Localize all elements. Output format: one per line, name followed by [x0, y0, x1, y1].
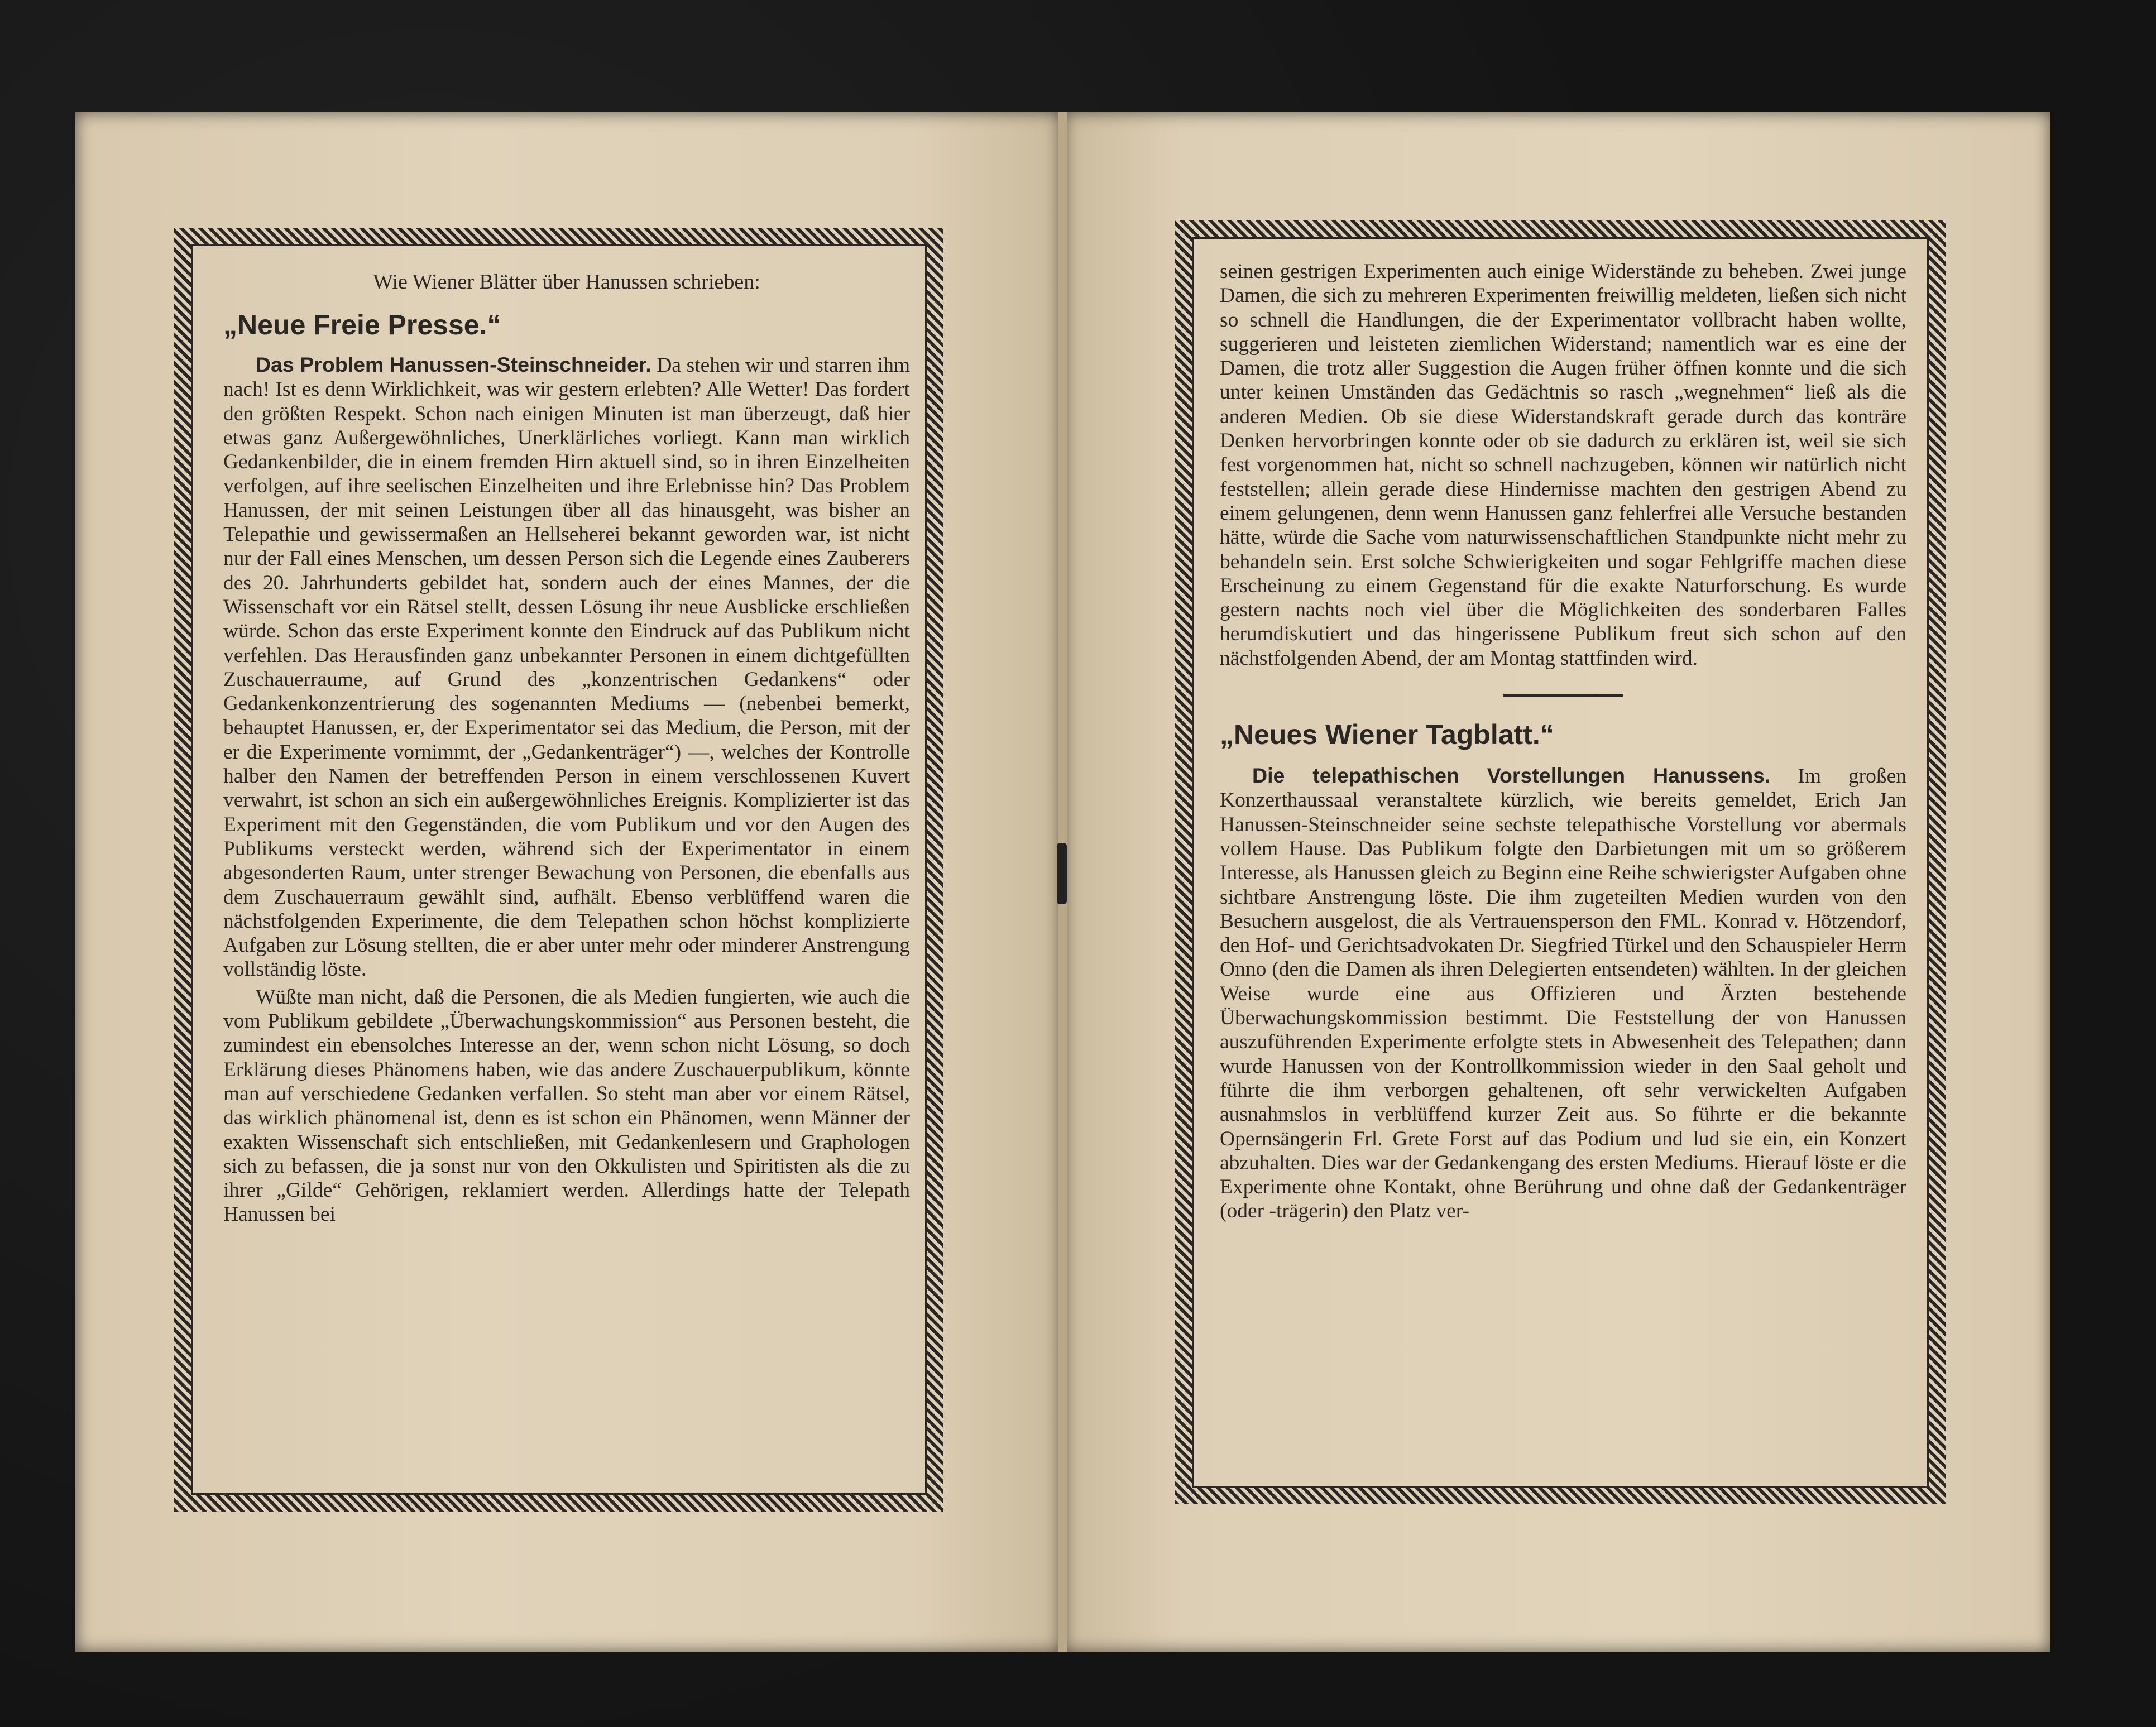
article-body: Da stehen wir und starren ihm nach! Ist es denn Wirklichkeit, was wir gestern erlebten? Alle Wetter! Das fordert den größten Respekt. Schon nach einigen Minuten ist man überzeugt, daß hier etwas ganz Außergewöhnliches, Unerklärliches vorliegt. Kann man wirklich Gedankenbilder, die in einem fremden Hirn aktuell sind, so in ihren Einzelheiten verfolgen, auf ihre seelischen Einzelheiten und ihre Erlebnisse hin? Das Problem Hanussen, der mit seinen Leistungen über all das hinausgeht, was bisher an Telepathie und gewissermaßen an Hellseherei bekannt geworden war, ist nicht nur der Fall eines Menschen, um dessen Person sich die Legende eines Zauberers des 20. Jahrhunderts gebildet hat, sondern auch der eines Mannes, der die Wissenschaft vor ein Rätsel stellt, dessen Lösung ihr neue Ausblicke erschließen würde. Schon das erste Experiment konnte den Eindruck auf das Publikum nicht verfehlen. Das Herausfinden ganz unbekannter Personen in einem dichtgefüllten Zuschauerraume, auf Grund des „konzentrischen Gedankens“ oder Gedankenkonzentrierung des sogenannten Mediums — (nebenbei bemerkt, behauptet Hanussen, er, der Experimentator sei das Medium, die Person, mit der er die Experimente vornimmt, der „Gedankenträger“) —, welches der Kontrolle halber den Namen der betreffenden Person in einem verschlossenen Kuvert verwahrt, ist schon an sich ein außergewöhnliches Ereignis. Komplizierter ist das Experiment mit den Gegenständen, die vom Publikum und vor den Augen des Publikums versteckt werden, während sich der Experimentator in einem abgesonderten Raum, unter strenger Bewachung von Personen, die ebenfalls aus dem Zuschauerraum gewählt sind, aufhält. Ebenso verblüffend waren die nächstfolgenden Experimente, die dem Telepathen schon höchst komplizierte Aufgaben zur Lösung stellten, die er aber unter mehr oder minderer Anstrengung vollständig löste. — [223, 354, 910, 981]
left-text-column — [223, 268, 910, 1227]
article-title: Das Problem Hanussen-Steinschneider. — [256, 353, 651, 376]
article-title: Die telepathischen Vorstellungen Hanussens. — [1252, 764, 1771, 788]
article-paragraph-2: Wüßte man nicht, daß die Personen, die als Medien fungierten, wie auch die vom Publikum gebildete „Überwachungskommission“ aus Personen besteht, die zumindest ein ebensolches Interesse an der, wenn schon nicht Lösung, so doch Erklärung dieses Phänomens haben, wie das andere Zuschauerpublikum, könnte man auf verschiedene Gedanken verfallen. So steht man aber vor einem Rätsel, das wirklich phänomenal ist, denn es ist schon ein Phänomen, wenn Männer der exakten Wissenschaft sich entschließen, mit Gedankenlesern und Graphologen sich zu befassen, die ja sonst nur von den Okkulisten und Spiritisten als die zu ihrer „Gilde“ Gehörigen, reklamiert werden. Allerdings hatte der Telepath Hanussen bei — [223, 985, 910, 1226]
article-body: Im großen Konzerthaussaal veranstaltete kürzlich, wie bereits gemeldet, Erich Jan Hanussen-Steinschneider seine sechste telepathische Vorstellung vor abermals vollem Hause. Das Publikum folgte den Darbietungen mit um so größerem Interesse, als Hanussen gleich zu Beginn eine Reihe schwierigster Aufgaben ohne sichtbare Anstrengung löste. Die ihm zugeteilten Medien wurden von den Besuchern ausgelost, die als Vertrauensperson den FML. Konrad v. Hötzendorf, den Hof- und Gerichtsadvokaten Dr. Siegfried Türkel und den Schauspieler Herrn Onno (den die Damen als ihren Delegierten entsendeten) wählten. In der gleichen Weise wurde eine aus Offizieren und Ärzten bestehende Überwachungskommission bestimmt. Die Feststellung der von Hanussen auszuführenden Experimente erfolgte stets in Abwesenheit des Telepathen; dann wurde Hanussen von der Kontrollkommission wieder in den Saal geholt und führte die ihm verborgen gehaltenen, oft sehr verwickelten Aufgaben ausnahmslos in verblüffend kurzer Zeit aus. So führte er die bekannte Opernsängerin Frl. Grete Forst auf das Podium und lud sie ein, ein Konzert abzuhalten. Dies war der Gedankengang des ersten Mediums. Hierauf löste er die Experimente ohne Kontakt, ohne Berührung und ohne daß der Gedankenträger (oder -trägerin) den Platz ver- — [1220, 765, 1907, 1223]
article-paragraph — [1220, 764, 1906, 1224]
right-text-column — [1220, 260, 1906, 1224]
article-continuation: seinen gestrigen Experimenten auch einige Widerstände zu beheben. Zwei junge Damen, die sich zu mehreren Experimenten freiwillig meldeten, ließen sich nicht so schnell die Handlungen, die der Experimentator vollbracht haben wollte, suggerieren und leisteten ziemlichen Widerstand; namentlich war es eine der Damen, die trotz aller Suggestion die Augen früher öffnen konnte und die sich unter keinen Umständen das Gedächtnis so rasch „wegnehmen“ ließ als die anderen Medien. Ob sie diese Widerstandskraft gerade durch das konträre Denken hervorbringen konnte oder ob sie dadurch zu erklären ist, weil sie sich fest vorgenommen hat, nicht so schnell nachzugeben, können wir natürlich nicht feststellen; allein gerade diese Hindernisse machten den gestrigen Abend zu einem gelungenen, denn wenn Hanussen ganz fehlerfrei alle Versuche bestanden hätte, würde die Sache vom naturwissenschaftlichen Standpunkte nicht mehr zu behandeln sein. Erst solche Schwierigkeiten und sogar Fehlgriffe machen diese Erscheinung zu einem Gegenstand für die exakte Naturforschung. Es wurde gestern nachts noch viel über die Möglichkeiten des sonderbaren Falles herumdiskutiert und das hingerissene Publikum freut sich schon auf den nächstfolgenden Abend, der am Montag stattfinden wird. — [1220, 260, 1906, 670]
newspaper-name-neues-wiener-tagblatt: „Neues Wiener Tagblatt.“ — [1220, 719, 1554, 751]
article-paragraph — [223, 353, 910, 982]
binding-stitch — [1057, 843, 1067, 904]
newspaper-name-neue-freie-presse: „Neue Freie Presse.“ — [223, 309, 501, 340]
section-divider — [1503, 694, 1623, 697]
intro-line: Wie Wiener Blätter über Hanussen schrieben: — [373, 270, 760, 294]
